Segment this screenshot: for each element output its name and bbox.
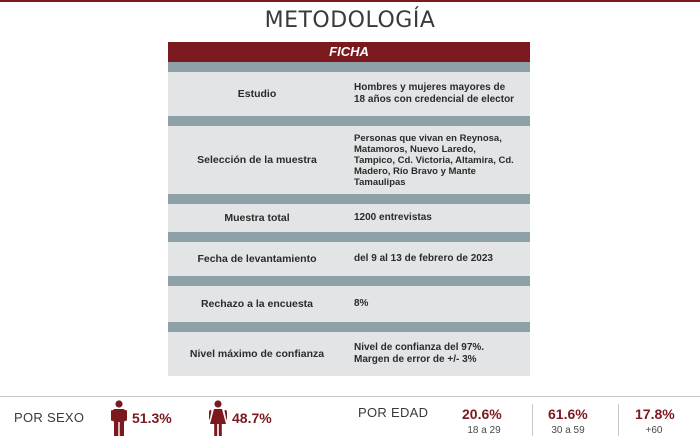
row-label: Rechazo a la encuesta [200, 298, 314, 310]
female-percentage: 48.7% [232, 410, 272, 426]
age-group-percentage: 20.6% [462, 406, 502, 422]
row-separator [168, 62, 530, 72]
row-separator [168, 194, 530, 204]
row-value: del 9 al 13 de febrero de 2023 [354, 253, 493, 264]
row-separator [168, 276, 530, 286]
row-separator [168, 322, 530, 332]
row-label: Selección de la muestra [197, 154, 317, 166]
row-value: Personas que vivan en Reynosa, Matamoros, Nuevo Laredo, Tampico, Cd. Victoria, Altamira, Cd. Madero, Río Bravo y Mante Tamaulipas [354, 132, 514, 188]
table-row [168, 242, 530, 276]
male-percentage: 51.3% [132, 410, 172, 426]
row-value: Nivel de confianza del 97%. Margen de error de +/- 3% [354, 342, 485, 365]
top-rule [0, 0, 700, 2]
footer-divider [0, 396, 700, 397]
age-divider [532, 404, 533, 436]
ficha-table [168, 42, 530, 376]
row-separator [168, 116, 530, 126]
row-value: 1200 entrevistas [354, 212, 432, 223]
age-group-percentage: 61.6% [548, 406, 588, 422]
age-group-percentage: 17.8% [635, 406, 675, 422]
table-row [168, 332, 530, 376]
table-row [168, 286, 530, 322]
male-icon [111, 400, 127, 436]
female-icon [209, 400, 227, 436]
age-group-range: 18 a 29 [467, 425, 501, 436]
row-label: Estudio [237, 88, 277, 100]
edad-label: POR EDAD [358, 405, 429, 420]
table-row [168, 204, 530, 232]
row-label: Nivel máximo de confianza [189, 348, 325, 360]
ficha-header: FICHA [168, 42, 530, 62]
page-title: METODOLOGÍA [264, 8, 436, 33]
table-row [168, 126, 530, 194]
row-value: 8% [354, 298, 369, 309]
age-group-range: 30 a 59 [551, 425, 585, 436]
sexo-label: POR SEXO [14, 410, 85, 425]
row-label: Muestra total [224, 212, 290, 224]
age-group-range: +60 [645, 425, 663, 436]
row-value: Hombres y mujeres mayores de 18 años con credencial de elector [354, 82, 515, 105]
age-divider [618, 404, 619, 436]
table-row [168, 72, 530, 116]
row-separator [168, 232, 530, 242]
row-label: Fecha de levantamiento [197, 253, 317, 265]
